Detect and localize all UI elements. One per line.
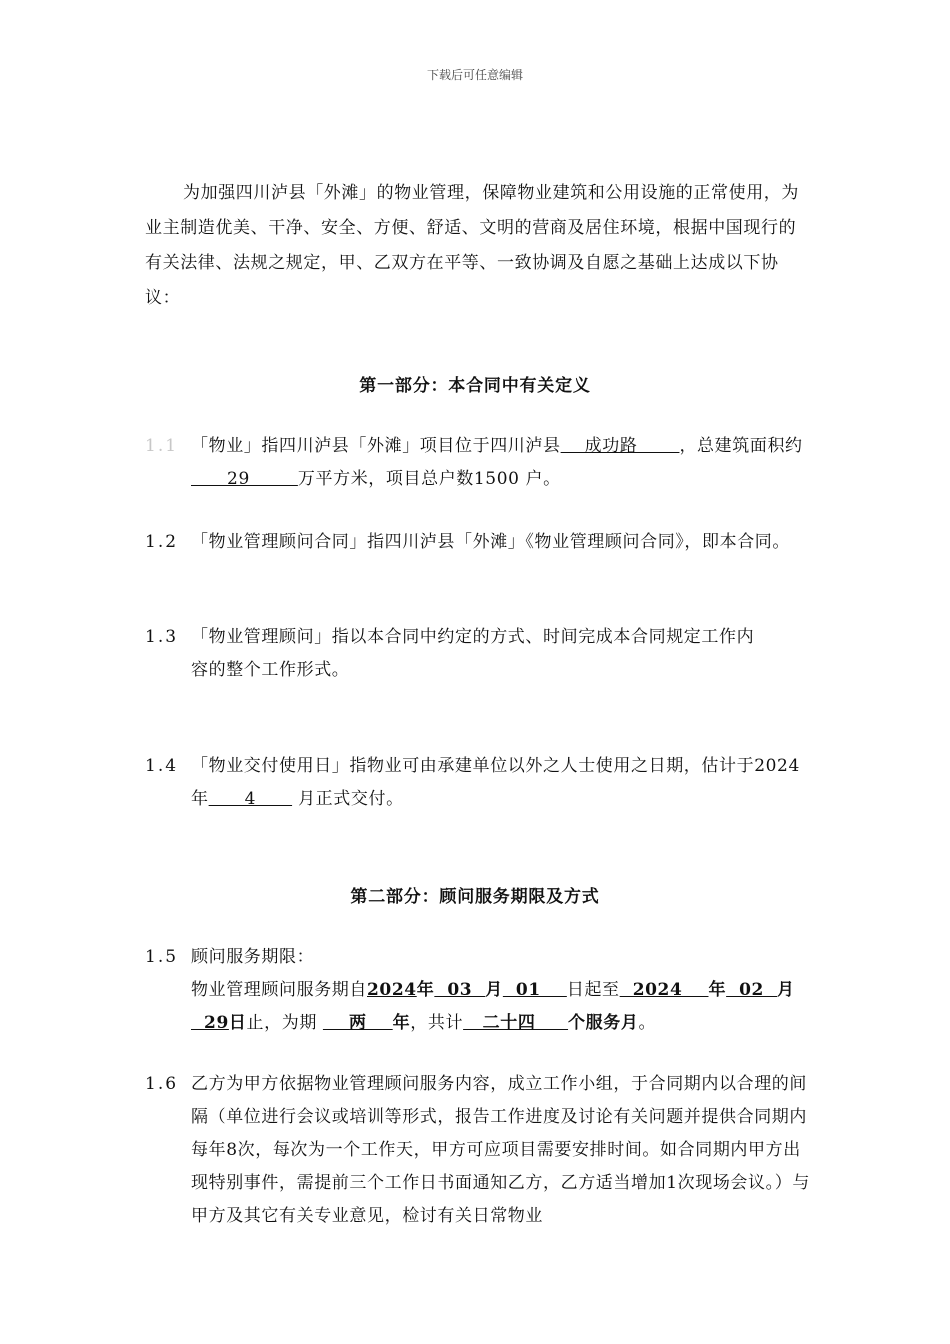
service-period-text	[191, 974, 810, 1040]
start-day: 01	[502, 980, 567, 1000]
term-years: 两	[322, 1013, 393, 1033]
section-1-title: 第一部分：本合同中有关定义	[359, 376, 591, 396]
page-header: 下载后可任意编辑	[426, 68, 523, 82]
end-day: 29	[191, 1013, 229, 1033]
clause-text: 月正式交付。	[292, 789, 404, 809]
clause-text: 万平方米，项目总户数1500 户。	[297, 469, 561, 489]
clause-text: 物业管理顾问服务期自	[191, 980, 367, 1000]
clause-text: ，总建筑面积约	[679, 436, 803, 456]
section-2-title: 第二部分：顾问服务期限及方式	[350, 887, 600, 907]
clause-body	[191, 750, 810, 816]
clause-text: 个服务月	[568, 1013, 639, 1033]
clause-body	[191, 621, 810, 687]
clause-1-5	[145, 941, 810, 1040]
start-month: 03	[434, 980, 486, 1000]
clause-line: 「物业管理顾问」指以本合同中约定的方式、时间完成本合同规定工作内	[191, 627, 755, 647]
clause-text: 日起至	[566, 980, 620, 1000]
end-year: 2024	[619, 980, 709, 1000]
clause-1-1	[145, 430, 810, 496]
clause-number: 1.5	[145, 947, 179, 967]
month-blank: 4	[208, 789, 293, 809]
clause-body: 乙方为甲方依据物业管理顾问服务内容，成立工作小组，于合同期内以合理的间隔（单位进行会议或培训等形式，报告工作进度及讨论有关问题并提供合同期内每年8次，每次为一个工作天，甲方可应项目需要安排时间。如合同期内甲方出现特别事件，需提前三个工作日书面通知乙方，乙方适当增加1次现场会议。）与甲方及其它有关专业意见，检讨有关日常物业	[191, 1074, 810, 1226]
clause-number: 1.3	[145, 627, 179, 647]
service-months: 二十四	[463, 1013, 569, 1033]
clause-1-4	[145, 750, 810, 816]
clause-body	[191, 430, 810, 496]
area-blank: 29	[191, 469, 298, 489]
clause-text: 月	[777, 980, 795, 1000]
clause-body	[191, 941, 810, 1040]
clause-number: 1.6	[145, 1074, 179, 1094]
clause-text: ，共计	[410, 1013, 464, 1033]
clause-body: 「物业管理顾问合同」指四川泸县「外滩」《物业管理顾问合同》，即本合同。	[191, 532, 790, 552]
clause-text: 日	[228, 1013, 247, 1033]
clause-text: 年	[708, 980, 727, 1000]
clause-number: 1.2	[145, 532, 179, 552]
intro-paragraph	[145, 176, 810, 316]
clause-text: 年	[392, 1013, 411, 1033]
clause-text: 「物业」指四川泸县「外滩」项目位于四川泸县	[191, 436, 561, 456]
clause-subtitle: 顾问服务期限：	[191, 947, 315, 967]
clause-1-6	[145, 1068, 810, 1233]
clause-1-2	[145, 526, 810, 559]
clause-number: 1.1	[145, 436, 179, 456]
clause-text: 止，为期	[246, 1013, 323, 1033]
clause-line: 容的整个工作形式。	[191, 660, 350, 680]
clause-text: 「物业交付使用日」指物业可由承建单位以外之人士使用之日期，估计于2024年	[191, 756, 800, 809]
clause-1-3	[145, 621, 810, 687]
road-blank: 成功路	[560, 436, 680, 456]
start-year: 2024	[367, 980, 417, 1000]
intro-text: 为加强四川泸县「外滩」的物业管理，保障物业建筑和公用设施的正常使用，为业主制造优美、干净、安全、方便、舒适、文明的营商及居住环境，根据中国现行的有关法律、法规之规定，甲、乙双方在平等、一致协调及自愿之基础上达成以下协议：	[145, 183, 799, 308]
end-month: 02	[726, 980, 778, 1000]
clause-text: 月	[485, 980, 503, 1000]
clause-text: 年	[416, 980, 435, 1000]
clause-number: 1.4	[145, 756, 179, 776]
clause-text: 。	[638, 1013, 657, 1033]
